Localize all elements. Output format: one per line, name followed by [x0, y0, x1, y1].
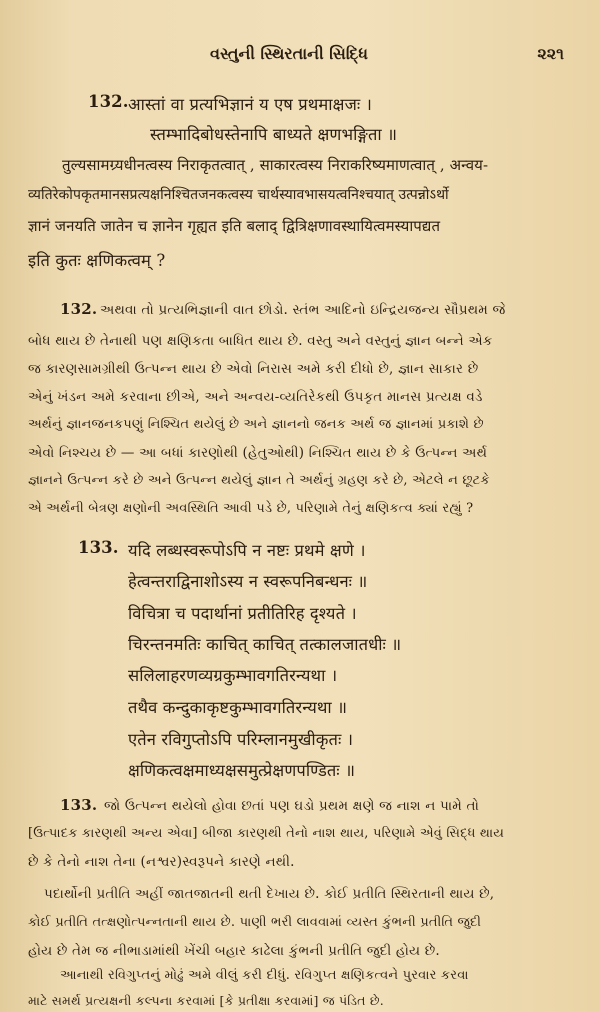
translation-line: હોય છે તેમ જ નીભાડામાંથી ખેંચી બહાર કાઢેલા કુંભની પ્રતીતિ જુદી હોય છે.	[28, 943, 440, 959]
verse-line: सलिलाहरणव्यग्रकुम्भावगतिरन्यथा ।	[128, 666, 338, 685]
translation-133-number: 133.	[60, 796, 98, 814]
verse-line: आस्तां वा प्रत्यभिज्ञानं य एष प्रथमाक्षजः ।	[128, 95, 372, 114]
commentary-line: ज्ञानं जनयति जातेन च ज्ञानेन गृह्यत इति बलाद् द्वित्रिक्षणावस्थायित्वमस्यापद्यत	[28, 217, 441, 235]
commentary-line: व्यतिरेकोपकृतमानसप्रत्यक्षनिश्चितजनकत्वस्य चार्थस्यावभासयत्वनिश्चयात् उत्पन्नोऽर्थो	[28, 187, 449, 203]
running-title: વસ્તુની સ્થિરતાની સિદ્ધિ	[210, 44, 368, 63]
translation-line: [ઉત્પાદક કારણથી અન્ય એવા] બીજા કારણથી તેનો નાશ થાય, પરિણામે એવું સિદ્ધ થાય	[28, 826, 505, 841]
verse-132-number: 132.	[88, 92, 129, 111]
translation-line: અથવા તો પ્રત્યભિજ્ઞાની વાત છોડો. સ્તંભ આદિનો ઇન્દ્રિયજન્ય સૌપ્રથમ જે	[100, 302, 506, 318]
verse-line: तथैव कन्दुकाकृष्टकुम्भावगतिरन्यथा ॥	[128, 698, 348, 717]
translation-line: પદાર્થોની પ્રતીતિ અહીં જાતજાતની થતી દેખાય છે. કોઈ પ્રતીતિ સ્થિરતાની થાય છે,	[44, 886, 495, 902]
translation-line: એવો નિશ્ચય છે — આ બધાં કારણોથી (હેતુઓથી) નિશ્ચિત થાય છે કે ઉત્પન્ન અર્થ	[28, 445, 488, 461]
translation-line: જ્ઞાનને ઉત્પન્ન કરે છે અને ઉત્પન્ન થયેલું જ્ઞાન તે અર્થનું ગ્રહણ કરે છે, એટલે ન છૂટકે	[28, 473, 490, 488]
verse-line: एतेन रविगुप्तोऽपि परिम्लानमुखीकृतः ।	[128, 730, 354, 749]
translation-132-number: 132.	[60, 300, 98, 318]
translation-line: આનાથી રવિગુપ્તનું મોઢું અમે વીલું કરી દીધું. રવિગુપ્ત ક્ષણિકત્વને પુરવાર કરવા	[60, 968, 469, 983]
translation-line: જો ઉત્પન્ન થયેલો હોવા છતાં પણ ઘડો પ્રથમ ક્ષણે જ નાશ ન પામે તો	[104, 798, 480, 814]
translation-line: અર્થનું જ્ઞાનજનકપણું નિશ્ચિત થયેલું છે અને જ્ઞાનનો જનક અર્થ જ જ્ઞાનમાં પ્રકાશે છે	[28, 417, 484, 432]
verse-line: विचित्रा च पदार्थानां प्रतीतिरिह दृश्यते ।	[128, 604, 357, 623]
translation-line: જ કારણસામગ્રીથી ઉત્પન્ન થાય છે એવો નિરાસ અમે કરી દીધો છે, જ્ઞાન સાકાર છે	[28, 361, 479, 377]
translation-line: કોઈ પ્રતીતિ તત્ક્ષણોત્પન્નતાની થાય છે. પાણી ભરી લાવવામાં વ્યસ્ત કુંભની પ્રતીતિ જુદી	[28, 915, 482, 930]
verse-line: हेत्वन्तराद्विनाशोऽस्य न स्वरूपनिबन्धनः ॥	[128, 572, 368, 591]
commentary-line: तुल्यसामग्र्यधीनत्वस्य निराकृतत्वात् , साकारत्वस्य निराकरिष्यमाणत्वात् , अन्वय-	[62, 156, 489, 174]
verse-133-number: 133.	[78, 538, 119, 557]
page-number: ૨૨૧	[537, 44, 564, 63]
verse-line: स्तम्भादिबोधस्तेनापि बाध्यते क्षणभङ्गिता ॥	[150, 125, 398, 144]
commentary-line: इति कुतः क्षणिकत्वम् ?	[28, 251, 166, 270]
page-header	[0, 44, 600, 68]
translation-line: માટે સમર્થ પ્રત્યક્ષની કલ્પના કરવામાં [કે પ્રતીક્ષા કરવામાં] જ પંડિત છે.	[28, 993, 384, 1008]
translation-line: છે કે તેનો નાશ તેના (નશ્વર)સ્વરૂપને કારણે નથી.	[28, 854, 295, 870]
translation-line: એ અર્થની બેત્રણ ક્ષણોની અવસ્થિતિ આવી પડે છે, પરિણામે તેનું ક્ષણિકત્વ ક્યાં રહ્યું ?	[28, 501, 474, 516]
verse-line: चिरन्तनमतिः काचित् काचित् तत्कालजातधीः ॥	[128, 635, 402, 654]
verse-line: क्षणिकत्वक्षमाध्यक्षसमुत्प्रेक्षणपण्डितः ॥	[128, 761, 356, 780]
translation-line: બોધ થાય છે તેનાથી પણ ક્ષણિકતા બાધિત થાય છે. વસ્તુ અને વસ્તુનું જ્ઞાન બન્ને એક	[28, 333, 493, 349]
translation-line: એનું ખંડન અમે કરવાના છીએ, અને અન્વય-વ્યતિરેકથી ઉપકૃત માનસ પ્રત્યક્ષ વડે	[28, 389, 483, 405]
verse-line: यदि लब्धस्वरूपोऽपि न नष्टः प्रथमे क्षणे ।	[128, 541, 366, 560]
